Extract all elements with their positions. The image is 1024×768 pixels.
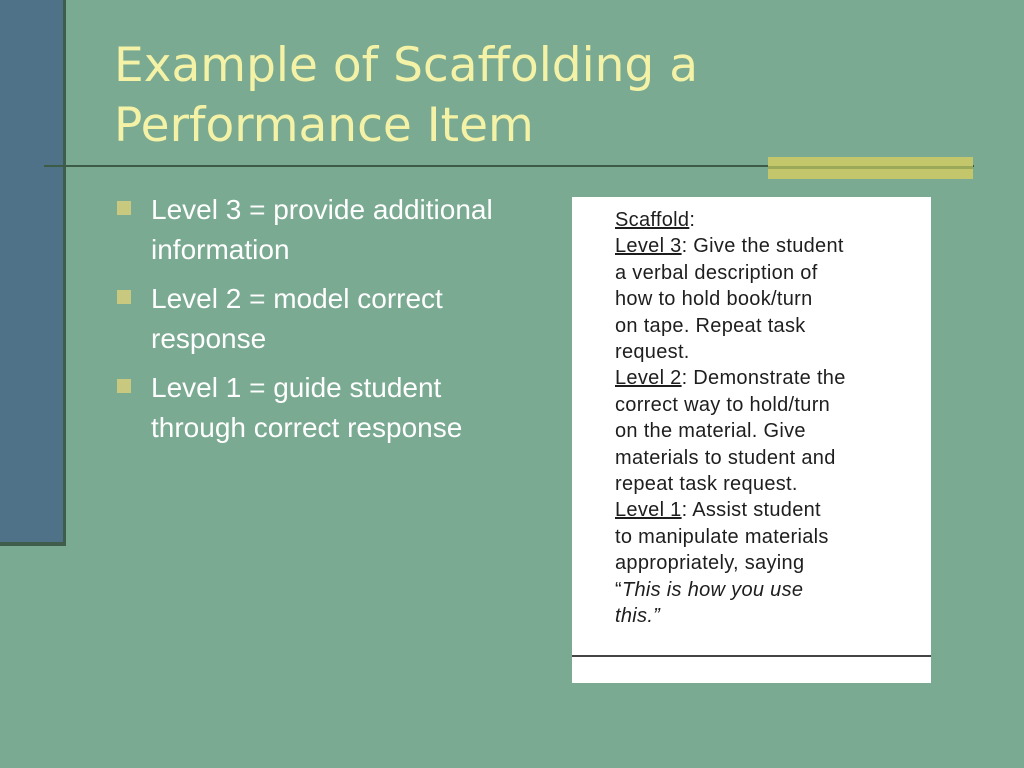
square-bullet-icon bbox=[117, 201, 131, 215]
bullet-text: Level 2 = model correct response bbox=[151, 283, 443, 354]
slide-title bbox=[114, 36, 934, 156]
level-1-line-5: this.” bbox=[615, 605, 661, 628]
bullet-item-level-3 bbox=[114, 190, 534, 270]
level-2-line-3: on the material. Give bbox=[615, 420, 806, 443]
level-2-line-2: correct way to hold/turn bbox=[615, 393, 831, 416]
level-2-line-4: materials to student and bbox=[615, 446, 836, 469]
scaffold-document-image bbox=[572, 197, 931, 683]
square-bullet-icon bbox=[117, 379, 131, 393]
level-3-line-1: Level 3: Give the student bbox=[615, 235, 844, 258]
slide-title-line-2: Performance Item bbox=[114, 98, 534, 153]
level-3-label: Level 3 bbox=[615, 235, 682, 258]
level-1-label: Level 1 bbox=[615, 499, 682, 522]
document-bottom-rule bbox=[572, 655, 931, 657]
level-1-line-1: Level 1: Assist student bbox=[615, 499, 821, 522]
level-1-line-3: appropriately, saying bbox=[615, 552, 805, 575]
scaffold-heading: Scaffold: bbox=[615, 209, 696, 231]
left-accent-bar bbox=[0, 0, 66, 546]
bullet-text: Level 3 = provide additional information bbox=[151, 194, 493, 265]
square-bullet-icon bbox=[117, 290, 131, 304]
level-2-label: Level 2 bbox=[615, 367, 682, 390]
bullet-text: Level 1 = guide student through correct response bbox=[151, 372, 463, 443]
level-1-line-2: to manipulate materials bbox=[615, 525, 829, 548]
level-3-line-3: how to hold book/turn bbox=[615, 288, 813, 311]
level-2-line-5: repeat task request. bbox=[615, 473, 798, 496]
slide-title-line-1: Example of Scaffolding a bbox=[114, 38, 699, 93]
bullet-item-level-1 bbox=[114, 368, 534, 448]
level-3-line-2: a verbal description of bbox=[615, 261, 818, 284]
bullet-item-level-2 bbox=[114, 279, 534, 359]
level-1-line-4: “This is how you use bbox=[615, 578, 804, 601]
bullet-list bbox=[114, 190, 534, 457]
title-accent-bar bbox=[768, 157, 973, 179]
level-2-line-1: Level 2: Demonstrate the bbox=[615, 367, 846, 390]
level-3-line-4: on tape. Repeat task bbox=[615, 314, 806, 337]
level-3-line-5: request. bbox=[615, 341, 690, 364]
